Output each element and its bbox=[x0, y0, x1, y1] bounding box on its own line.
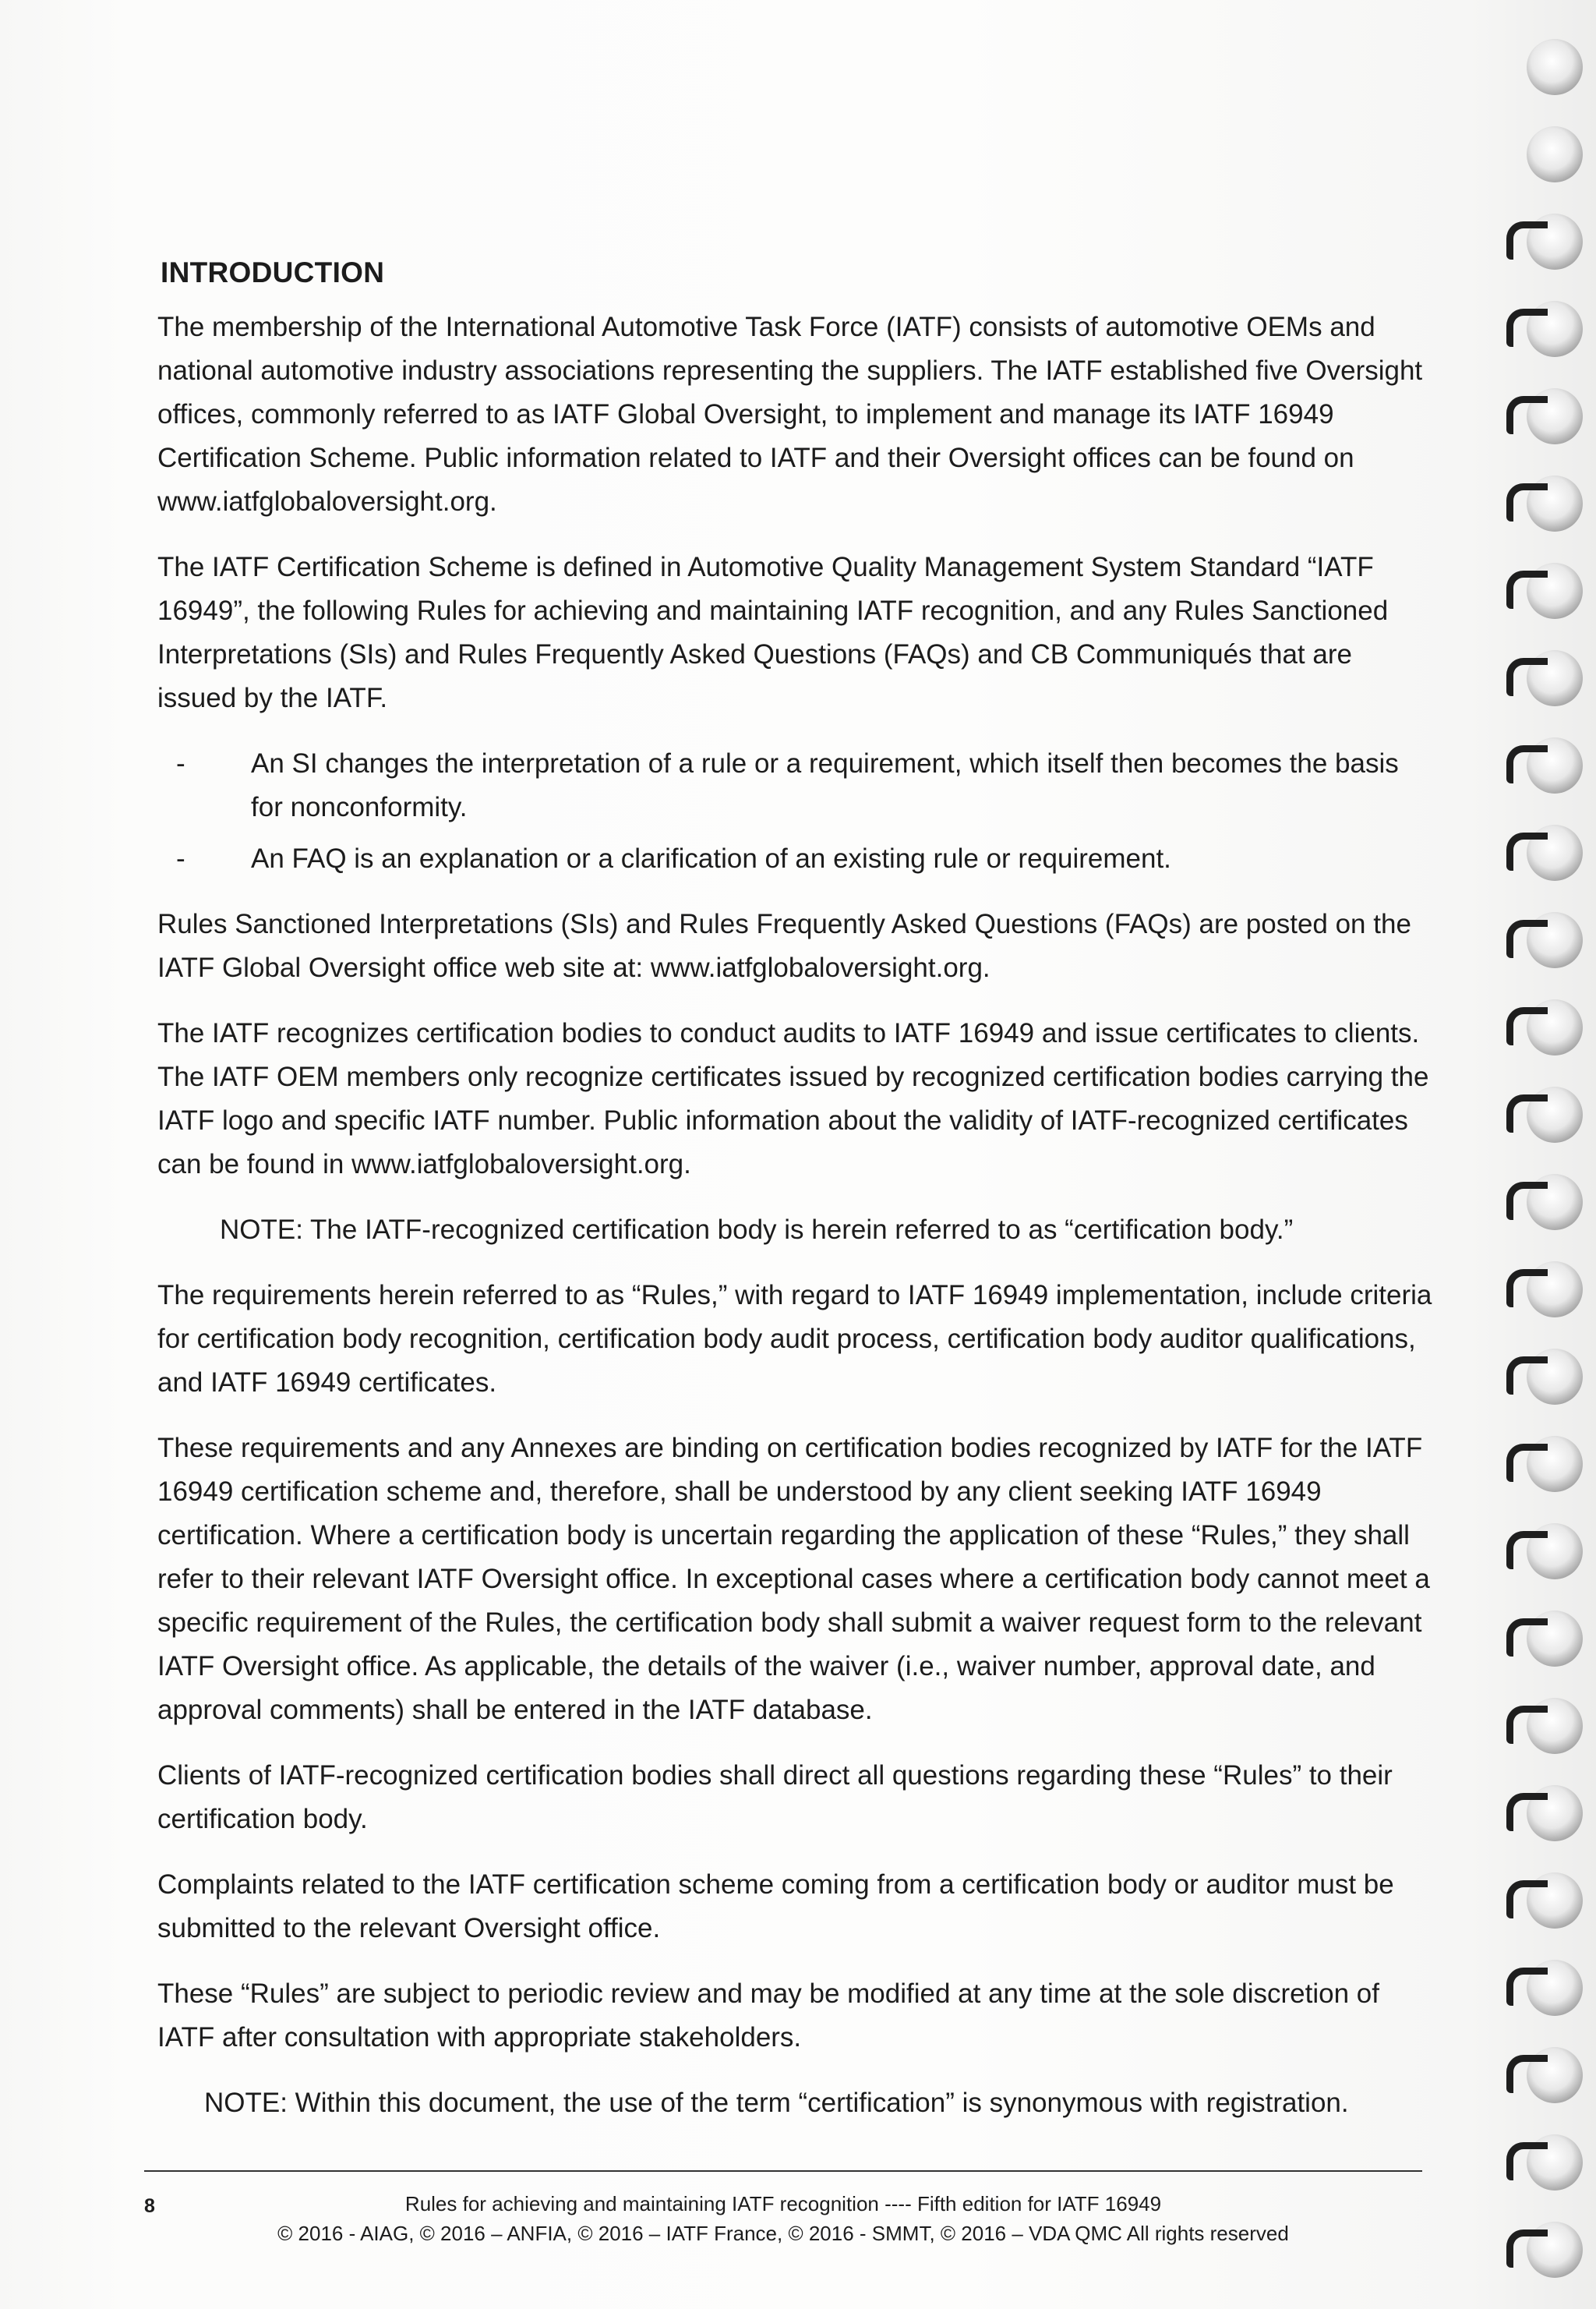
bullet-marker: - bbox=[176, 748, 185, 779]
footer-copyright: © 2016 - AIAG, © 2016 – ANFIA, © 2016 – IATF France, © 2016 - SMMT, © 2016 – VDA QMC All rights reserved bbox=[277, 2222, 1289, 2245]
spiral-binding bbox=[1500, 0, 1596, 2309]
binding-hook bbox=[1506, 1094, 1548, 1133]
binding-hook bbox=[1506, 920, 1548, 958]
paragraph-sis-faqs-posted: Rules Sanctioned Interpretations (SIs) and Rules Frequently Asked Questions (FAQs) are posted on the IATF Global Oversight office web site at: www.iatfglobaloversight.org. bbox=[157, 909, 1411, 983]
paragraph-membership: The membership of the International Automotive Task Force (IATF) consists of automotive OEMs and national automotive industry associations representing the suppliers. The IATF established five Oversight offices, commonly referred to as IATF Global Oversight, to implement and manage its IATF 16949 Certification Scheme. Public information related to IATF and their Oversight offices can be found on www.iatfglobaloversight.org. bbox=[157, 312, 1423, 517]
document-body bbox=[157, 251, 1435, 2147]
binding-ring bbox=[1527, 39, 1583, 95]
paragraph-periodic-review: These “Rules” are subject to periodic review and may be modified at any time at the sole discretion of IATF after consultation with appropriate stakeholders. bbox=[157, 1978, 1379, 2053]
binding-hook bbox=[1506, 1706, 1548, 1744]
binding-hook bbox=[1506, 1444, 1548, 1482]
binding-hook bbox=[1506, 1356, 1548, 1395]
bullet-item-si bbox=[176, 742, 1435, 829]
bullet-text-si: An SI changes the interpretation of a rule or a requirement, which itself then becomes the basis for nonconformity. bbox=[251, 748, 1399, 822]
binding-hook bbox=[1506, 833, 1548, 871]
binding-hook bbox=[1506, 1793, 1548, 1831]
binding-hook bbox=[1506, 221, 1548, 260]
binding-hook bbox=[1506, 1007, 1548, 1045]
binding-hook bbox=[1506, 571, 1548, 609]
section-heading: INTRODUCTION bbox=[161, 256, 385, 288]
binding-ring bbox=[1527, 126, 1583, 182]
binding-hook bbox=[1506, 396, 1548, 434]
binding-hook bbox=[1506, 1182, 1548, 1220]
binding-hook bbox=[1506, 1531, 1548, 1569]
binding-hook bbox=[1506, 658, 1548, 696]
binding-hook bbox=[1506, 1880, 1548, 1918]
bullet-text-faq: An FAQ is an explanation or a clarification of an existing rule or requirement. bbox=[251, 843, 1171, 874]
page-number: 8 bbox=[144, 2195, 155, 2217]
paragraph-binding-requirements: These requirements and any Annexes are binding on certification bodies recognized by IATF for the IATF 16949 certification scheme and, therefore, shall be understood by any client seeking IATF 16949 certification. Where a certification body is uncertain regarding the application of these “Rules,” they shall refer to their relevant IATF Oversight office. In exceptional cases where a certification body cannot meet a specific requirement of the Rules, the certification body shall submit a waiver request form to the relevant IATF Oversight office. As applicable, the details of the waiver (i.e., waiver number, approval date, and approval comments) shall be entered in the IATF database. bbox=[157, 1433, 1430, 1725]
bullet-item-faq bbox=[176, 837, 1435, 881]
paragraph-rules-definition: The requirements herein referred to as “Rules,” with regard to IATF 16949 implementation, include criteria for certification body recognition, certification body audit process, certification body auditor qualifications, and IATF 16949 certificates. bbox=[157, 1280, 1432, 1398]
footer-title: Rules for achieving and maintaining IATF recognition ---- Fifth edition for IATF 16949 bbox=[404, 2192, 1162, 2215]
binding-hook bbox=[1506, 1968, 1548, 2006]
binding-hook bbox=[1506, 745, 1548, 783]
binding-hook bbox=[1506, 2142, 1548, 2180]
binding-hook bbox=[1506, 2055, 1548, 2093]
paragraph-complaints: Complaints related to the IATF certification scheme coming from a certification body or auditor must be submitted to the relevant Oversight office. bbox=[157, 1869, 1394, 1943]
page-footer bbox=[144, 2170, 1422, 2248]
binding-hook bbox=[1506, 2229, 1548, 2268]
binding-hook bbox=[1506, 309, 1548, 347]
paragraph-client-questions: Clients of IATF-recognized certification bodies shall direct all questions regarding these “Rules” to their certification body. bbox=[157, 1760, 1393, 1834]
note-certification-term: NOTE: Within this document, the use of the term “certification” is synonymous with registration. bbox=[204, 2088, 1349, 2118]
binding-hook bbox=[1506, 1618, 1548, 1657]
paragraph-certification-scheme: The IATF Certification Scheme is defined in Automotive Quality Management System Standard “IATF 16949”, the following Rules for achieving and maintaining IATF recognition, and any Rules Sanctioned Interpretations (SIs) and Rules Frequently Asked Questions (FAQs) and CB Communiqués that are issued by the IATF. bbox=[157, 552, 1389, 713]
binding-hook bbox=[1506, 1269, 1548, 1307]
binding-hook bbox=[1506, 483, 1548, 522]
paragraph-recognition: The IATF recognizes certification bodies to conduct audits to IATF 16949 and issue certificates to clients. The IATF OEM members only recognize certificates issued by recognized certification bodies carrying the IATF logo and specific IATF number. Public information about the validity of IATF-recognized certificates can be found in www.iatfglobaloversight.org. bbox=[157, 1018, 1429, 1179]
bullet-marker: - bbox=[176, 843, 185, 874]
note-certification-body: NOTE: The IATF-recognized certification body is herein referred to as “certification body.” bbox=[220, 1215, 1294, 1245]
